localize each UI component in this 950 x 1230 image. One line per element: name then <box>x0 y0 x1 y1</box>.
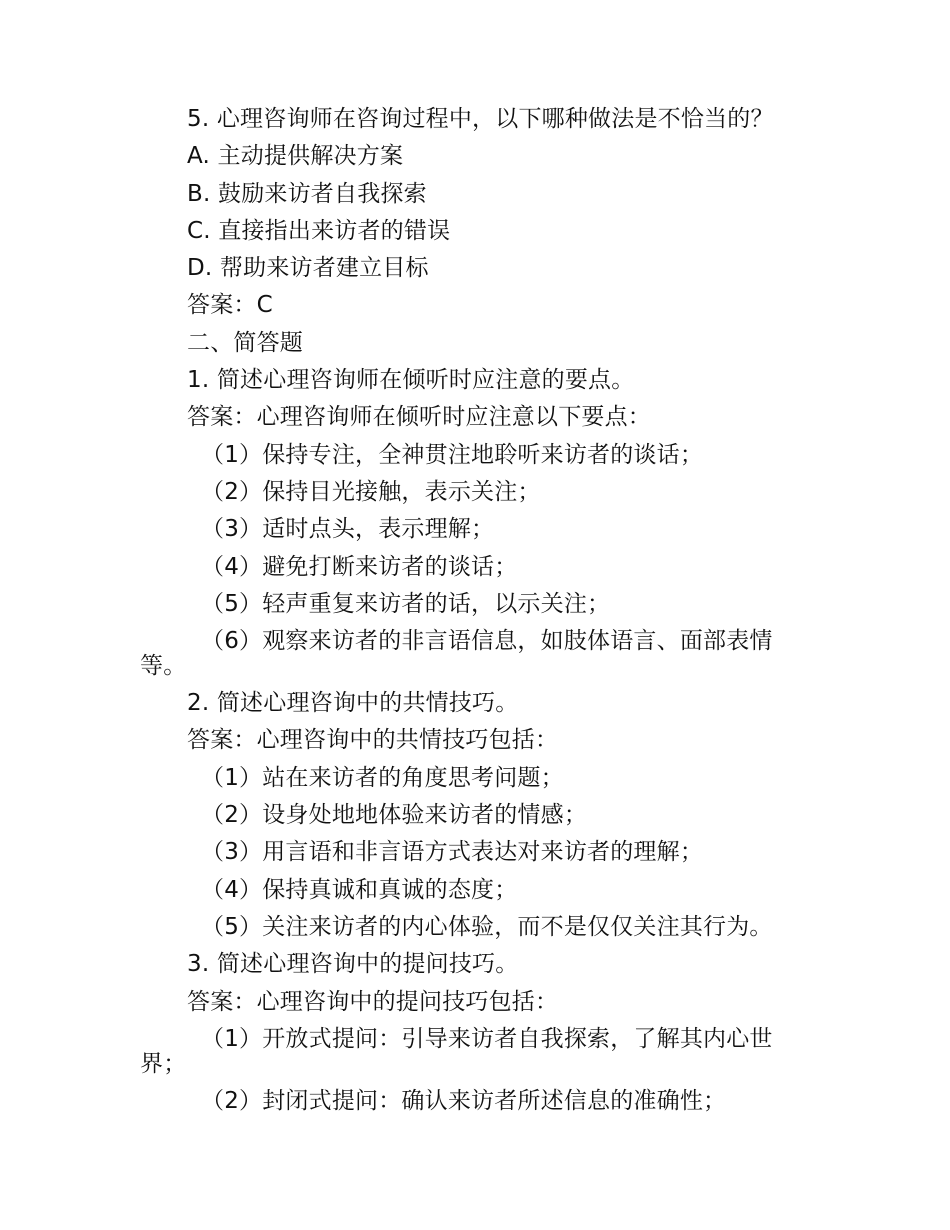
answer-1-point-4: （4）避免打断来访者的谈话； <box>201 553 518 580</box>
answer-3-point-2: （2）封闭式提问：确认来访者所述信息的准确性； <box>201 1087 727 1114</box>
answer-2-point-1: （1）站在来访者的角度思考问题； <box>201 764 564 791</box>
short-answer-2-intro: 答案：心理咨询中的共情技巧包括： <box>187 727 559 754</box>
short-question-2: 2. 简述心理咨询中的共情技巧。 <box>187 690 519 717</box>
short-question-3: 3. 简述心理咨询中的提问技巧。 <box>187 951 519 978</box>
short-question-1: 1. 简述心理咨询师在倾听时应注意的要点。 <box>187 367 635 394</box>
answer-2-point-3: （3）用言语和非言语方式表达对来访者的理解； <box>201 839 704 866</box>
option-a: A. 主动提供解决方案 <box>187 143 404 170</box>
option-b: B. 鼓励来访者自我探索 <box>187 180 427 207</box>
question-5-answer: 答案：C <box>187 292 273 319</box>
short-answer-1-intro: 答案：心理咨询师在倾听时应注意以下要点： <box>187 404 651 431</box>
option-c: C. 直接指出来访者的错误 <box>187 217 451 244</box>
answer-3-point-1: （1）开放式提问：引导来访者自我探索，了解其内心世界； <box>140 1025 773 1077</box>
answer-1-point-2: （2）保持目光接触，表示关注； <box>201 478 541 505</box>
answer-1-point-1: （1）保持专注，全神贯注地聆听来访者的谈话； <box>201 441 704 468</box>
answer-1-point-3: （3）适时点头，表示理解； <box>201 516 495 543</box>
answer-2-point-4: （4）保持真诚和真诚的态度； <box>201 876 518 903</box>
answer-1-point-5: （5）轻声重复来访者的话，以示关注； <box>201 590 611 617</box>
answer-1-point-6: （6）观察来访者的非言语信息，如肢体语言、面部表情等。 <box>140 628 773 680</box>
question-5-stem: 5. 心理咨询师在咨询过程中，以下哪种做法是不恰当的？ <box>187 106 774 132</box>
answer-2-point-5: （5）关注来访者的内心体验，而不是仅仅关注其行为。 <box>201 913 773 940</box>
document-body <box>140 101 805 1120</box>
section-title: 二、简答题 <box>187 329 303 356</box>
answer-2-point-2: （2）设身处地地体验来访者的情感； <box>201 802 588 829</box>
short-answer-3-intro: 答案：心理咨询中的提问技巧包括： <box>187 988 559 1015</box>
option-d: D. 帮助来访者建立目标 <box>187 255 429 282</box>
